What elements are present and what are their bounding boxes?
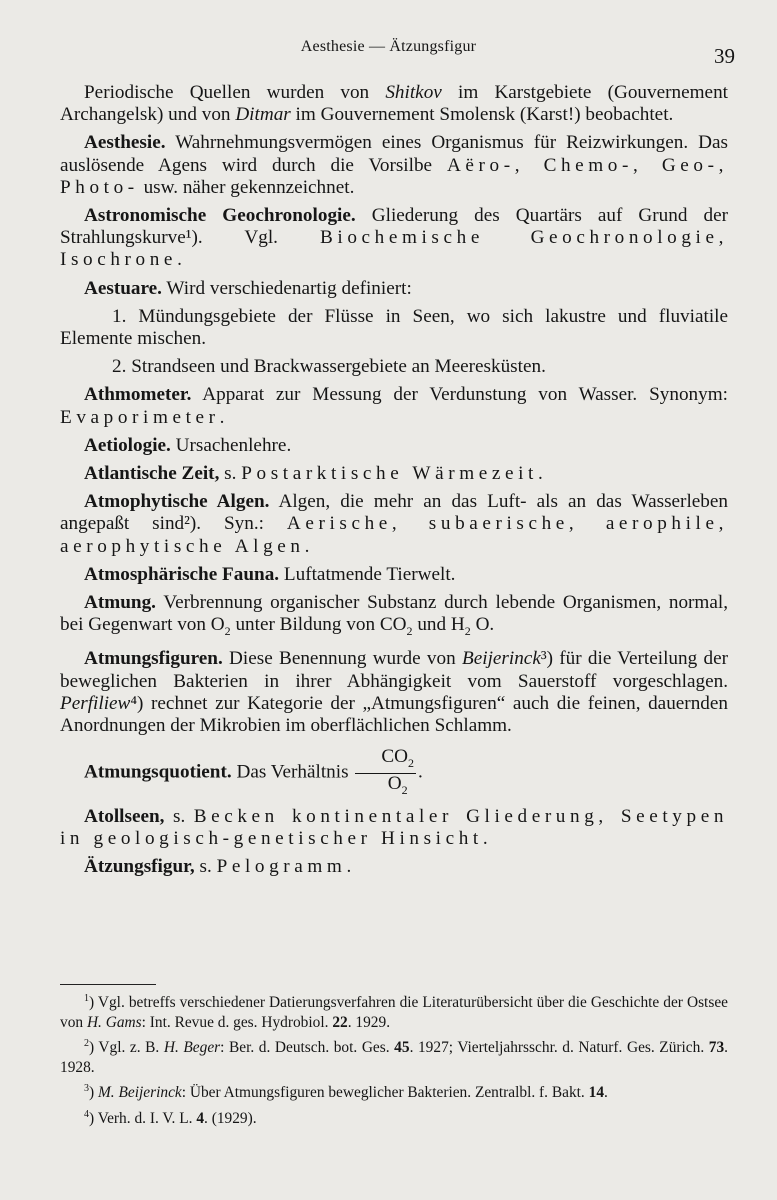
- cross-reference: Pelogramm: [216, 856, 347, 878]
- entry-atmophytische-algen: Atmophytische Algen. Algen, die mehr an das Luft- als an das Wasserleben angepaßt sind²). Syn.: Aerische, subaerische, aerophile, aerophytische Algen.: [60, 491, 729, 557]
- volume-number: 14: [588, 1084, 605, 1102]
- entry-atollseen: Atollseen, s. Becken kontinentaler Gliederung, Seetypen in geologisch-genetischer Hinsicht.: [60, 805, 729, 849]
- page-body: [60, 82, 728, 884]
- entry-headword: Atmophytische Algen.: [84, 491, 270, 513]
- volume-number: 73: [708, 1039, 725, 1057]
- subscript: 2: [224, 624, 231, 639]
- entry-headword: Atmosphärische Fauna.: [84, 563, 280, 585]
- entry-headword: Aestuare.: [84, 277, 162, 299]
- entry-aestuare: Aestuare. Wird verschiedenartig definiert:: [84, 277, 412, 299]
- entry-atmungsfiguren: Atmungsfiguren. Diese Benennung wurde von Beijerinck³) für die Verteilung der beweglichen Bakterien in ihrer Abhängigkeit vom Sauerstoff vorgeschlagen. Perfiliew⁴) rechnet zur Kategorie der „Atmungsfiguren“ auch die feinen, dauernden Anordnungen der Mikrobien im oberflächlichen Schlamm.: [60, 648, 728, 736]
- cross-reference: Biochemische Geochronologie, Isochrone: [60, 227, 728, 271]
- author-name: Ditmar: [235, 104, 291, 126]
- entry-headword: Atlantische Zeit,: [84, 463, 220, 485]
- entry-atmung: Atmung. Verbrennung organischer Substanz durch lebende Organismen, normal, bei Gegenwart von $O_2$ unter Bildung von $CO_2$ und $H_2$ O.: [60, 592, 728, 639]
- entry-atmungsquotient: Atmungsquotient. Das Verhältnis $\frac{CO_2}{O_2}$ .: [60, 747, 728, 800]
- fraction-numerator: $CO_2$: [355, 747, 416, 774]
- cross-reference: Becken kontinentaler Gliederung, Seetypen in geologisch-genetischer Hinsicht: [60, 805, 729, 849]
- footnote-rule: [60, 984, 156, 985]
- author-name: Shitkov: [385, 82, 442, 103]
- entry-athmometer: Athmometer. Apparat zur Messung der Verdunstung von Wasser. Synonym: Evaporimeter.: [60, 384, 728, 428]
- footnote-1: $^1$) Vgl. betreffs verschiedener Datierungsverfahren die Literaturübersicht über die Geschichte der Ostsee von H. Gams: Int. Revue d. ges. Hydrobiol. 22. 1929.: [60, 993, 728, 1031]
- list-item: 2. Strandseen und Brackwassergebiete an Meeresküsten.: [112, 356, 546, 378]
- subscript: 2: [406, 624, 413, 639]
- author-name: H. Gams: [86, 1013, 142, 1031]
- entry-headword: Astronomische Geochronologie.: [84, 205, 356, 227]
- entry-headword: Ätzungsfigur,: [84, 856, 195, 878]
- entry-astronomische-geochronologie: Astronomische Geochronologie. Gliederung des Quartärs auf Grund der Strahlungskurve¹). Vgl. Biochemische Geochronologie, Isochrone.: [60, 205, 729, 271]
- entry-headword: Atmungsfiguren.: [84, 648, 223, 670]
- entry-aesthesie: Aesthesie. Wahrnehmungsvermögen eines Organismus für Reizwirkungen. Das auslösende Agens wird durch die Vorsilbe Aëro-, Chemo-, Geo-, Photo- usw. näher gekennzeichnet.: [60, 132, 729, 198]
- running-title: Aesthesie — Ätzungsfigur: [300, 38, 477, 55]
- author-name: M. Beijerinck: [97, 1084, 182, 1102]
- footnote-2: $^2$) Vgl. z. B. H. Beger: Ber. d. Deutsch. bot. Ges. 45. 1927; Vierteljahrsschr. d. Naturf. Ges. Zürich. 73. 1928.: [60, 1038, 728, 1076]
- entry-aetiologie: Aetiologie. Ursachenlehre.: [84, 434, 292, 456]
- entry-headword: Aesthesie.: [84, 132, 166, 154]
- spaced-term: Evaporimeter: [60, 406, 220, 428]
- page-number: 39: [714, 44, 735, 68]
- author-name: Perfiliew: [60, 692, 131, 714]
- volume-number: 22: [332, 1013, 348, 1031]
- fraction: [355, 747, 416, 800]
- entry-headword: Aetiologie.: [84, 434, 171, 456]
- footnote-mark: 1: [84, 993, 89, 1004]
- page-header: [0, 38, 777, 66]
- footnote-mark: 3: [84, 1083, 89, 1095]
- footnote-mark: 4: [84, 1108, 89, 1120]
- entry-atmosphaerische-fauna: Atmosphärische Fauna. Luftatmende Tierwelt.: [84, 563, 456, 585]
- entry-headword: Atollseen,: [84, 805, 165, 827]
- entry-headword: Athmometer.: [84, 384, 192, 406]
- entry-atlantische-zeit: Atlantische Zeit, s. Postarktische Wärmezeit.: [84, 463, 543, 485]
- footnotes: [60, 989, 728, 1131]
- entry-aetzungsfigur: Ätzungsfigur, s. Pelogramm.: [84, 856, 352, 878]
- author-name: H. Beger: [163, 1039, 221, 1057]
- volume-number: 45: [394, 1039, 410, 1057]
- volume-number: 4: [196, 1110, 205, 1127]
- spaced-term: Aëro-, Chemo-, Geo-, Photo-: [60, 154, 729, 198]
- subscript: 2: [464, 624, 471, 639]
- entry-headword: Atmung.: [84, 592, 156, 614]
- entry-headword: Atmungsquotient.: [84, 761, 232, 783]
- paragraph-periodische-quellen: Periodische Quellen wurden von Shitkov im Karstgebiete (Gouvernement Archangelsk) und von Ditmar im Gouvernement Smolensk (Karst!) beobachtet.: [60, 82, 728, 126]
- footnote-3: $^3$) M. Beijerinck: Über Atmungsfiguren beweglicher Bakterien. Zentralbl. f. Bakt. 14.: [84, 1083, 608, 1102]
- cross-reference: Postarktische Wärmezeit: [241, 463, 538, 485]
- fraction-denominator: $O_2$: [387, 772, 408, 797]
- author-name: Beijerinck: [462, 648, 541, 670]
- spaced-term: Aerische, subaerische, aerophile, aerophytische Algen: [60, 513, 728, 557]
- footnote-mark: 2: [84, 1038, 89, 1050]
- footnote-4: $^4$) Verh. d. I. V. L. 4. (1929).: [84, 1108, 257, 1127]
- list-item: 1. Mündungsgebiete der Flüsse in Seen, wo sich lakustre und fluviatile Elemente mischen.: [60, 305, 728, 350]
